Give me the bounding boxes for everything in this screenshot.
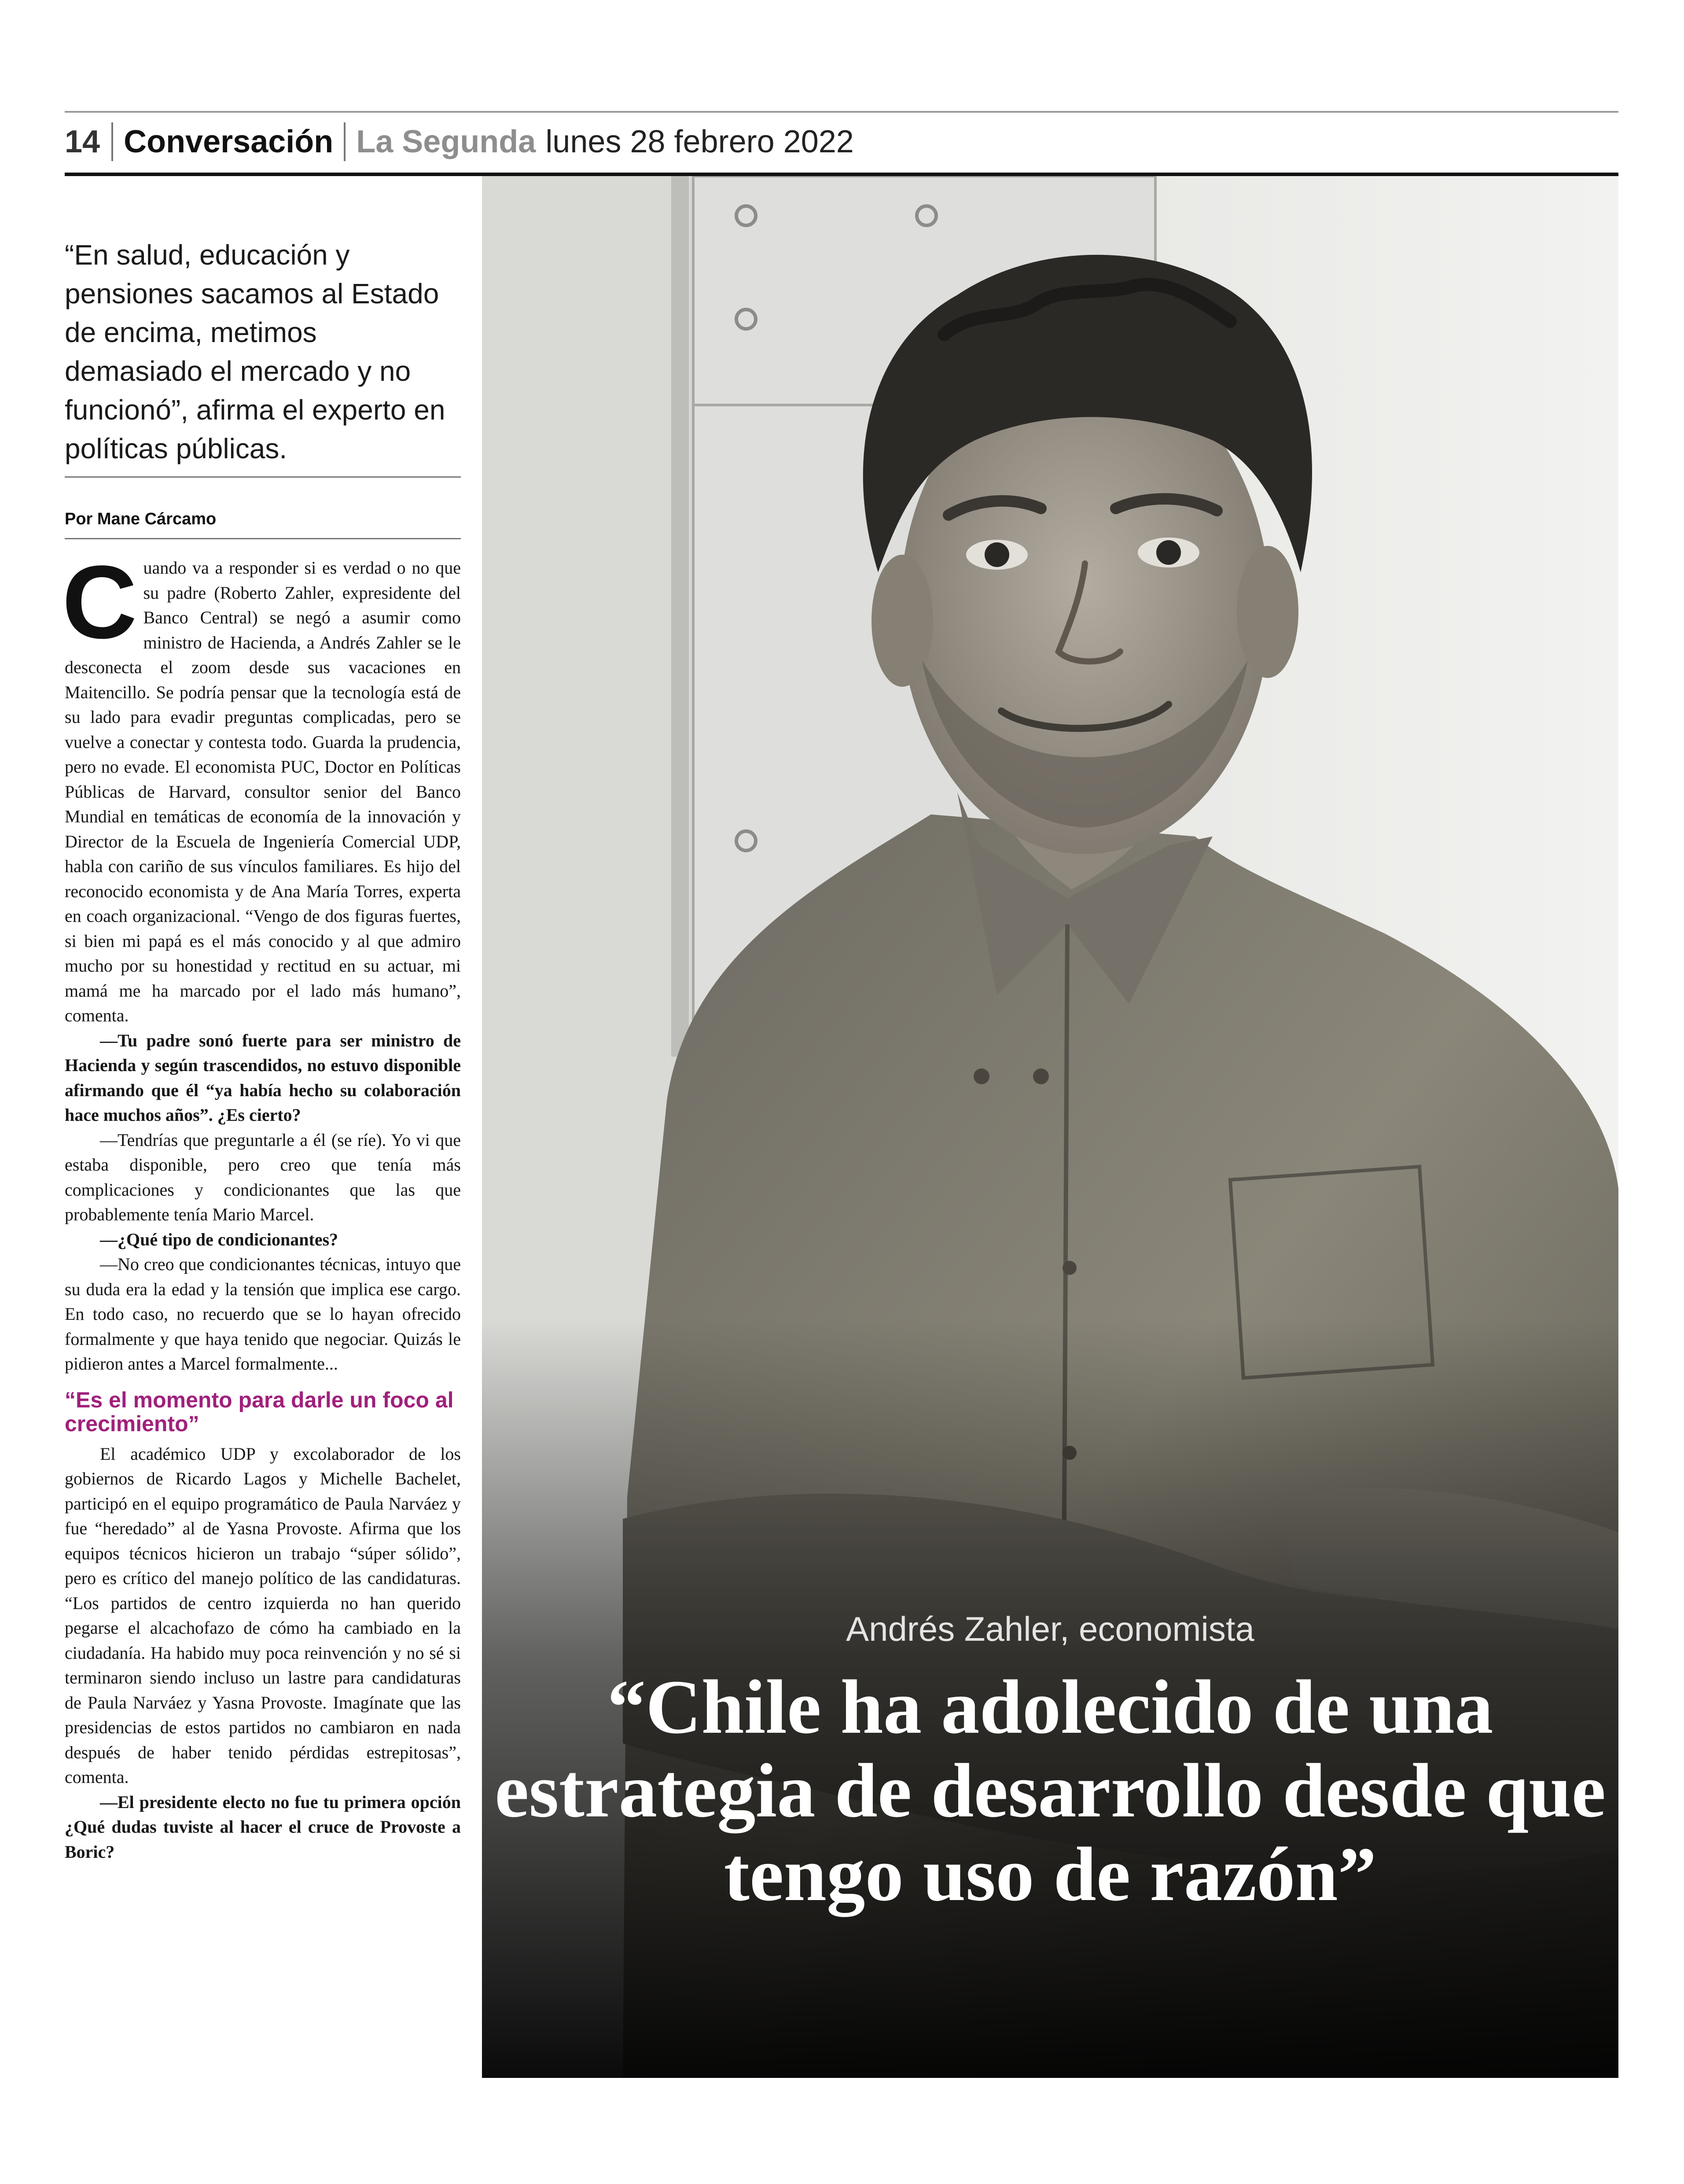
body-paragraph (62, 544, 461, 1028)
body-paragraph: El académico UDP y excolaborador de los gobiernos de Ricardo Lagos y Michelle Bachelet, participó en el equipo programático de Paula Narváez y fue “heredado” al de Yasna Provoste. Afirma que los equipos técnicos hicieron un trabajo “súper sólido”, pero es crítico del manejo político de las candidaturas. “Los partidos de centro izquierda no han querido pegarse el alcachofazo de cómo ha cambiado en la ciudadanía. Ha habido muy poca reinvención y no sé si terminaron siendo incluso un lastre para candidaturas de Paula Narváez y Yasna Provoste. Imagínate que las presidencias de estos partidos no cambiaron en nada después de haber tenido pérdidas estrepitosas”, comenta. (65, 1444, 461, 1787)
page-header (65, 115, 854, 168)
body-paragraph-text: uando va a responder si es verdad o no que su padre (Roberto Zahler, expresidente del Banco Central) se negó a asumir como ministro de Hacienda, a Andrés Zahler se le desconecta el zoom desde sus vacaciones en Maitencillo. Se podría pensar que la tecnología está de su lado para evadir preguntas complicadas, pero se vuelve a conectar y contesta todo. Guarda la prudencia, pero no evade. El economista PUC, Doctor en Políticas Públicas de Harvard, consultor senior del Banco Mundial en temáticas de economía de la innovación y Director de la Escuela de Ingeniería Comercial UDP, habla con cariño de sus vínculos familiares. Es hijo del reconocido economista y de Ana María Torres, experta en coach organizacional. “Vengo de dos figuras fuertes, si bien mi papá es el más conocido y al que admiro mucho por su honestidad y rectitud en su actuar, mi mamá me ha marcado por el lado más humano”, comenta. (65, 558, 461, 1025)
issue-date: lunes 28 febrero 2022 (545, 124, 854, 159)
photo-caption (482, 1609, 1618, 1916)
header-top-rule (65, 111, 1618, 113)
article-deck: “En salud, educación y pensiones sacamos al Estado de encima, metimos demasiado el mercado y no funcionó”, afirma el experto en políticas públicas. (65, 239, 445, 464)
interview-answer: —Tendrías que preguntarle a él (se ríe). Yo vi que estaba disponible, pero creo que tenía más complicaciones y condicionantes que las que probablemente tenía Mario Marcel. (65, 1130, 461, 1224)
section-name: Conversación (124, 124, 334, 159)
interview-answer: —No creo que condicionantes técnicas, intuyo que su duda era la edad y la tensión que implica ese cargo. En todo caso, no recuerdo que se lo hayan ofrecido formalmente y que haya tenido que negociar. Quizás le pidieron antes a Marcel formalmente... (65, 1254, 461, 1374)
interview-question: —El presidente electo no fue tu primera opción ¿Qué dudas tuviste al hacer el cruce de Provoste a Boric? (65, 1792, 461, 1862)
interview-question: —¿Qué tipo de condicionantes? (100, 1229, 338, 1249)
section-subhead: “Es el momento para darle un foco al crecimiento” (65, 1387, 454, 1436)
header-bottom-rule (65, 173, 1618, 176)
headline: “Chile ha adolecido de una estrategia de desarrollo desde que tengo uso de razón” (494, 1664, 1606, 1917)
publication-name: La Segunda (356, 124, 536, 159)
byline-rule (65, 538, 461, 539)
article-body (62, 544, 461, 1864)
byline: Por Mane Cárcamo (65, 510, 217, 528)
drop-cap: C (62, 544, 137, 660)
subject-caption: Andrés Zahler, economista (846, 1609, 1254, 1648)
header-divider (111, 122, 113, 161)
page-number: 14 (65, 124, 100, 159)
deck-rule (65, 476, 461, 478)
interview-question: —Tu padre sonó fuerte para ser ministro de Hacienda y según trascendidos, no estuvo disponible afirmando que él “ya había hecho su colaboración hace muchos años”. ¿Es cierto? (65, 1030, 461, 1125)
header-divider (344, 122, 346, 161)
